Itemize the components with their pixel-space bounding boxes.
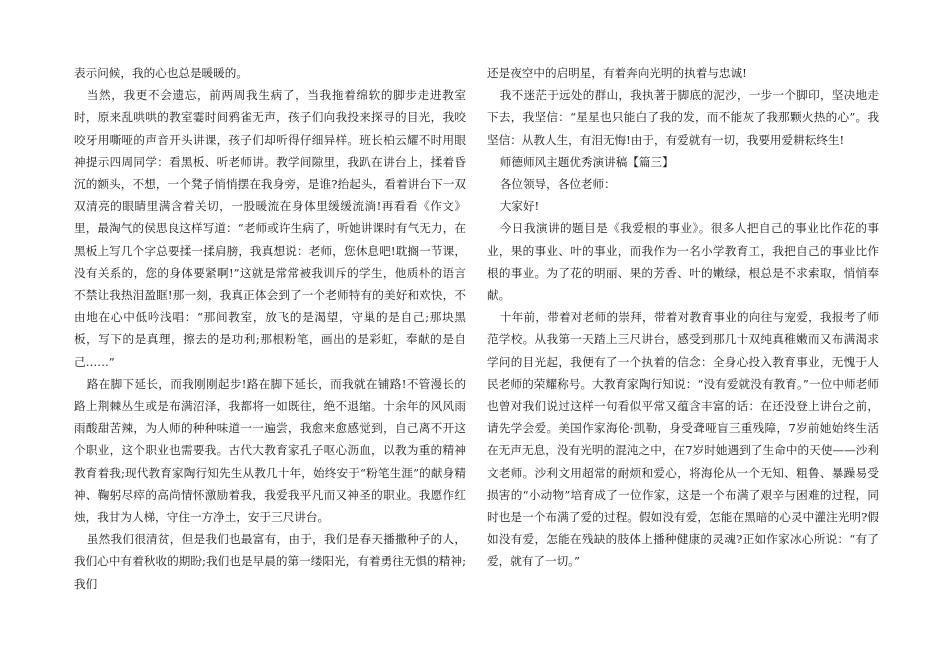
salutation: 各位领导，各位老师： <box>499 177 616 192</box>
paragraph: 十年前，带着对老师的崇拜，带着对教育事业的向往与宠爱，我报考了师范学校。从我第一天踏上三尺讲台，感受到那几十双纯真稚嫩而又布满渴求学问的目光起，我便有了一个执着的信念：全身心投入教育事业，无愧于人民老师的荣耀称号。大教育家陶行知说：“没有爱就没有教育。”一位中师老师也曾对我们说过这样一句看似平常又蕴含丰富的话：在还没登上讲台之前，请先学会爱。美国作家海伦·凯勒，身受聋哑盲三重残障，7岁前她始终生活在无声无息，没有光明的混沌之中，在7岁时她遇到了生命中的天使——沙利文老师。沙利文用超常的耐烦和爱心，将海伦从一个无知、粗鲁、暴躁易受损害的“小动物”培育成了一位作家，这是一个布满了艰辛与困难的过程，同时也是一个布满了爱的过程。假如没有爱，怎能在黑暗的心灵中灌注光明?假如没有爱，怎能在残缺的肢体上播种健康的灵魂?正如作家冰心所说：“有了爱，就有了一切。” <box>487 310 879 569</box>
left-column <box>74 62 466 595</box>
right-column <box>487 62 879 573</box>
paragraph: 路在脚下延长，而我刚刚起步!路在脚下延长，而我就在铺路!不管漫长的路上荆棘丛生或是布满沼泽，我都将一如既往，绝不退缩。十余年的风风雨雨酸甜苦辣，为人师的种种味道一一遍尝，我愈来愈感觉到，自己离不开这个职业，这个职业也需要我。古代大教育家孔子呕心沥血，以教为重的精神教育着我;现代教育家陶行知先生从教几十年，始终安于“粉笔生涯”的献身精神、鞠躬尽瘁的高尚情怀激励着我，我爱我平凡而又神圣的职业。我愿作红烛，我甘为人梯，守住一方净土，安于三尺讲台。 <box>74 376 466 525</box>
paragraph: 还是夜空中的启明星，有着奔向光明的执着与忠诚! <box>487 66 747 80</box>
greeting: 大家好! <box>499 199 540 214</box>
section-heading: 师德师风主题优秀演讲稿【篇三】 <box>499 154 674 169</box>
paragraph: 今日我演讲的题目是《我爱根的事业》。很多人把自己的事业比作花的事业，果的事业、叶的事业，而我作为一名小学教育工，我把自己的事业比作根的事业。为了花的明丽、果的芳香、叶的嫩绿，根总是不求索取，悄悄奉献。 <box>487 221 879 303</box>
paragraph: 表示问候，我的心也总是暖暖的。 <box>74 66 248 80</box>
paragraph: 我不迷茫于远处的群山，我执著于脚底的泥沙，一步一个脚印，坚决地走下去，我坚信：“星星也只能白了我的发，而不能灰了我那颗火热的心”。我坚信：从教人生，有泪无悔!由于，有爱就有一切，我要用爱耕耘终生! <box>487 88 879 147</box>
paragraph: 当然，我更不会遗忘，前两周我生病了，当我拖着绵软的脚步走进教室时，原来乱哄哄的教室霎时间鸦雀无声，孩子们向我投来探寻的目光，我咬咬牙用嘶哑的声音开头讲课，孩子们却听得仔细异样。班长柏云耀不时用眼神提示四周同学：看黑板、听老师讲。教学间隙里，我趴在讲台上，揉着昏沉的额头，不想，一个凳子悄悄摆在我身旁，是谁?抬起头，看着讲台下一双双清亮的眼睛里满含着关切，一股暖流在身体里缓缓流淌!再看看《作文》里，最淘气的侯思良这样写道：“老师或许生病了，听她讲课时有气无力，在黑板上写几个字总要揉一揉肩膀，我真想说：老师，您休息吧!耽搁一节课，没有关系的，您的身体要紧啊!”这就是常常被我训斥的学生，他质朴的语言不禁让我热泪盈眶!那一刻，我真正体会到了一个老师特有的美好和欢快，不由地在心中低吟浅唱：“那间教室，放飞的是渴望，守巢的是自己;那块黑板，写下的是真理，擦去的是功利;那根粉笔，画出的是彩虹，奉献的是自己……” <box>74 88 466 369</box>
paragraph: 虽然我们很清贫，但是我们也最富有，由于，我们是春天播撒种子的人，我们心中有着秋收的期盼;我们也是早晨的第一缕阳光，有着勇往无惧的精神;我们 <box>74 532 466 591</box>
